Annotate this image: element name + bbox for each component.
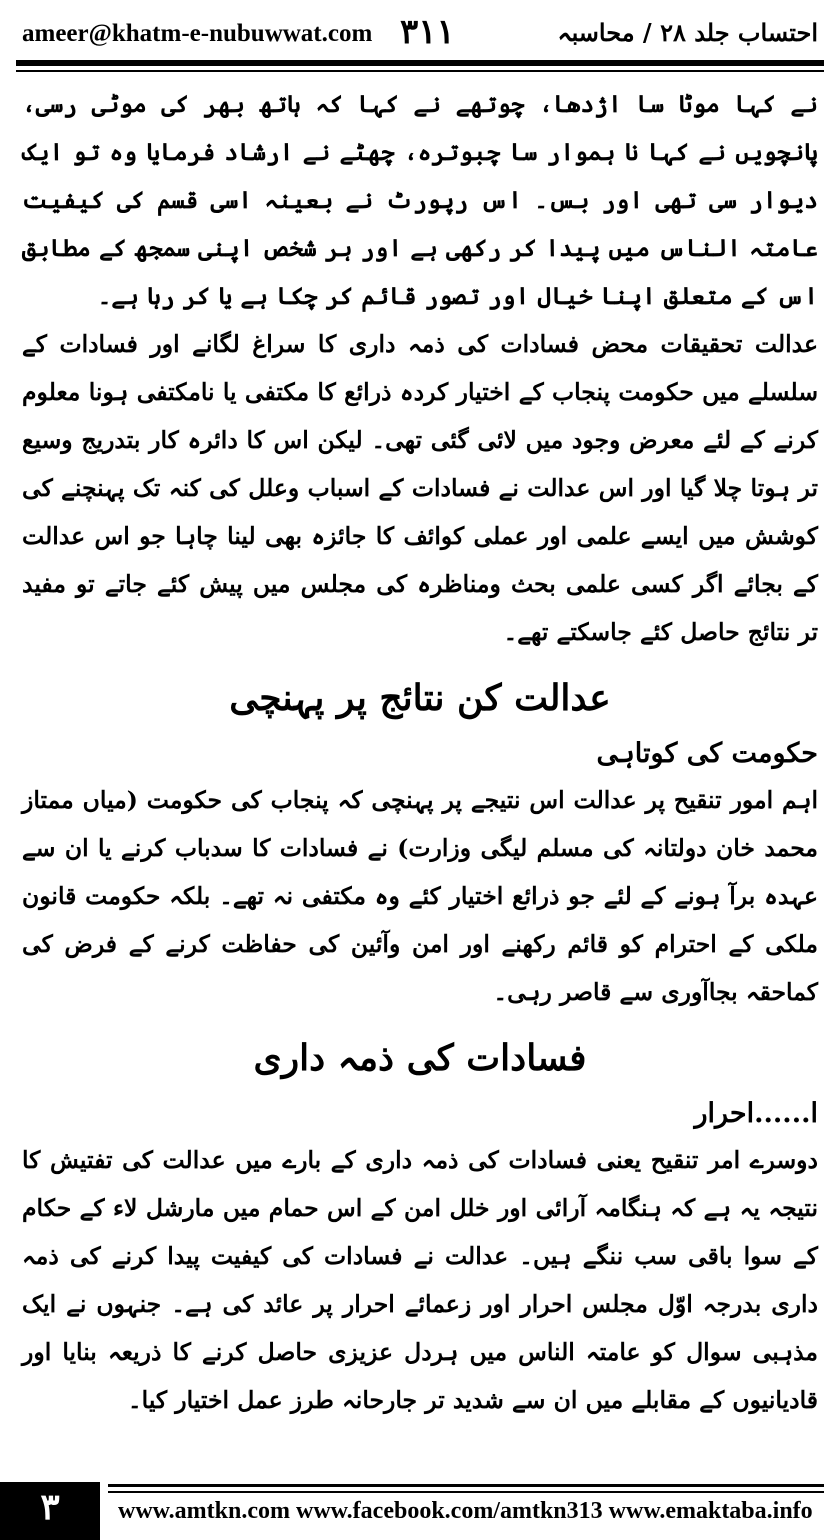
footer-section-number: ۳ [0, 1482, 100, 1540]
text-line: ذرائع اختیار کئے وہ مکتفی نہ تھے۔ بلکہ حکومت قانون ملکی کے احترام کو قائم رکھنے اور امن وآئین کی [22, 882, 818, 958]
text-line: نے کہا موٹا سا اژدھا، چوتھے نے کہا کہ ہاتھ بھر کی موٹی رسی، پانچویں نے کہا نا ہموار سا چبوترہ، [22, 90, 818, 166]
section-heading-responsibility: فسادات کی ذمہ داری [253, 1037, 587, 1079]
footer-rule-thick [108, 1484, 824, 1487]
page-footer [0, 1478, 840, 1540]
text-line: ہے یا کر رہا ہے۔ [97, 282, 269, 310]
text-line: بنایا اور قادیانیوں کے مقابلے میں ان سے شدید تر جارحانہ طرز عمل اختیار کیا۔ [22, 1338, 818, 1414]
section-heading-findings: عدالت کن نتائج پر پہنچی [229, 677, 611, 719]
page-body [22, 80, 818, 1424]
footer-website-links[interactable]: www.amtkn.com www.facebook.com/amtkn313 www.emaktaba.info [118, 1498, 813, 1524]
header-rule-thin [16, 70, 824, 72]
header-page-number: ۳۱۱ [400, 12, 455, 52]
page-header [0, 0, 840, 62]
inquiry-paragraph [22, 320, 818, 656]
responsibility-paragraph [22, 1136, 818, 1424]
government-paragraph [22, 776, 818, 1016]
text-line: عدالت تحقیقات محض فسادات کی ذمہ داری کا سراغ لگانے اور فسادات کے سلسلے میں [22, 330, 819, 406]
text-line: چھٹے نے ارشاد فرمایا وہ تو ایک دیوار سی تھی اور بس۔ اس رپورٹ نے بعینہ اسی قسم کی کیفیت عامتہ [22, 138, 818, 262]
subheading-government-failure: حکومت کی کوتاہی [596, 738, 818, 769]
text-line: کئے جاسکتے تھے۔ [503, 618, 672, 646]
subheading-ahrar: ا......احرار [694, 1098, 818, 1129]
header-rule-thick [16, 60, 824, 66]
text-line: عائد کی ہے۔ جنہوں نے ایک مذہبی سوال کو عامتہ الناس میں ہردل عزیزی حاصل کرنے کا ذریعہ [22, 1290, 819, 1366]
text-line: اسباب وعلل کی کنہ تک پہنچنے کی کوشش میں ایسے علمی اور عملی کوائف کا جائزہ بھی لینا چاہا جو اس [22, 474, 818, 550]
header-email: ameer@khatm-e-nubuwwat.com [22, 20, 373, 47]
text-line: دولتانہ کی مسلم لیگی وزارت) نے فسادات کا سدباب کرنے یا ان سے عہدہ برآ ہونے کے لئے جو [22, 834, 819, 910]
intro-paragraph [22, 80, 818, 320]
text-line: حفاظت کرنے کے فرض کی کماحقہ بجاآوری سے قاصر رہی۔ [22, 930, 818, 1006]
text-line: حکومت پنجاب کے اختیار کردہ ذرائع کا مکتفی یا نامکتفی ہونا معلوم کرنے کے لئے معرض وجود میں [22, 378, 818, 454]
text-line: عدالت کے بجائے اگر کسی علمی بحث ومناظرہ کی مجلس میں پیش کئے جاتے تو مفید تر نتائج حاصل [22, 522, 818, 646]
footer-rule-thin [108, 1491, 824, 1493]
header-book-title: احتساب جلد ۲۸ / محاسبہ [557, 18, 818, 47]
text-line: اہم امور تنقیح پر عدالت اس نتیجے پر پہنچی کہ پنجاب کی حکومت (میاں ممتاز محمد خان [22, 786, 818, 862]
text-line: لائی گئی تھی۔ لیکن اس کا دائرہ کار بتدریج وسیع تر ہوتا چلا گیا اور اس عدالت نے فسادات کے [22, 426, 818, 502]
text-line: عدالت نے فسادات کی کیفیت پیدا کرنے کی ذمہ داری بدرجہ اوّل مجلس احرار اور زعمائے احرار پر [22, 1242, 818, 1318]
text-line: دوسرے امر تنقیح یعنی فسادات کی ذمہ داری کے بارے میں عدالت کی تفتیش کا نتیجہ یہ [22, 1146, 819, 1222]
text-line: ہے کہ ہنگامہ آرائی اور خلل امن کے اس حمام میں مارشل لاء کے حکام کے سوا باقی سب ننگے ہیں۔ [22, 1194, 818, 1270]
text-line: الناس میں پیدا کر رکھی ہے اور ہر شخص اپنی سمجھ کے مطابق اس کے متعلق اپنا خیال اور تصور قائم کر چکا [22, 234, 818, 310]
